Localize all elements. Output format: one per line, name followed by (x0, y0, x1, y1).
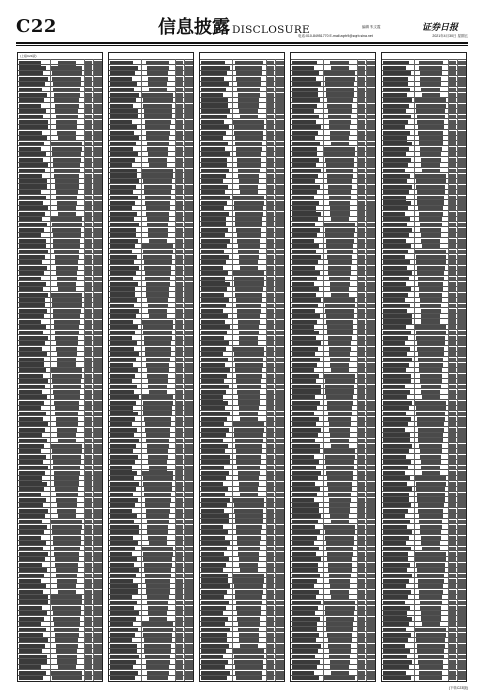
table-cell (276, 676, 284, 680)
table-row (200, 675, 284, 681)
table-cell (458, 676, 466, 680)
table-cell (176, 676, 183, 680)
table-cell (19, 676, 43, 680)
table-cell (236, 676, 262, 680)
newspaper-logo: 证券日报 (421, 23, 458, 33)
table-cell (147, 676, 168, 680)
contact-line: 电话:010-84951770 E-mail:zqrb9@zqrb.sina.net (298, 34, 373, 38)
table-cell (110, 676, 135, 680)
table-row (291, 675, 375, 681)
table-cell (420, 676, 442, 680)
table-rows (200, 59, 284, 681)
page-number: C22 (16, 16, 57, 37)
section-title (158, 18, 310, 40)
masthead-meta (298, 22, 468, 42)
table-cell (52, 676, 82, 680)
header-rule-thin (16, 45, 468, 46)
table-column-4 (290, 52, 376, 682)
table-row (109, 675, 193, 681)
section-title-cn: 信息披露 (158, 17, 230, 38)
continuation-note: (下转C23版) (448, 686, 468, 690)
table-cell (292, 676, 319, 680)
table-cell (358, 676, 365, 680)
table-cell (449, 676, 456, 680)
table-column-3 (199, 52, 285, 682)
table-column-5 (381, 52, 467, 682)
masthead (0, 0, 484, 46)
table-rows (18, 59, 102, 681)
table-row (18, 675, 102, 681)
table-column-1 (17, 52, 103, 682)
table-cell (185, 676, 193, 680)
table-cell (383, 676, 411, 680)
table-cell (94, 676, 102, 680)
table-cell (85, 676, 92, 680)
editor-line: 编辑 朱文霞 (362, 25, 381, 29)
table-column-2 (108, 52, 194, 682)
date-line: 2021年4月30日 星期五 (432, 34, 468, 38)
table-rows (109, 59, 193, 681)
table-row (382, 675, 466, 681)
table-rows (382, 59, 466, 681)
header-rule-thick (16, 42, 468, 44)
table-cell (267, 676, 274, 680)
table-rows (291, 59, 375, 681)
table-cell (201, 676, 227, 680)
table-cell (324, 676, 355, 680)
section-title-en: DISCLOSURE (232, 24, 310, 36)
table-caption: (上接C21版) (20, 54, 37, 58)
table-cell (367, 676, 375, 680)
